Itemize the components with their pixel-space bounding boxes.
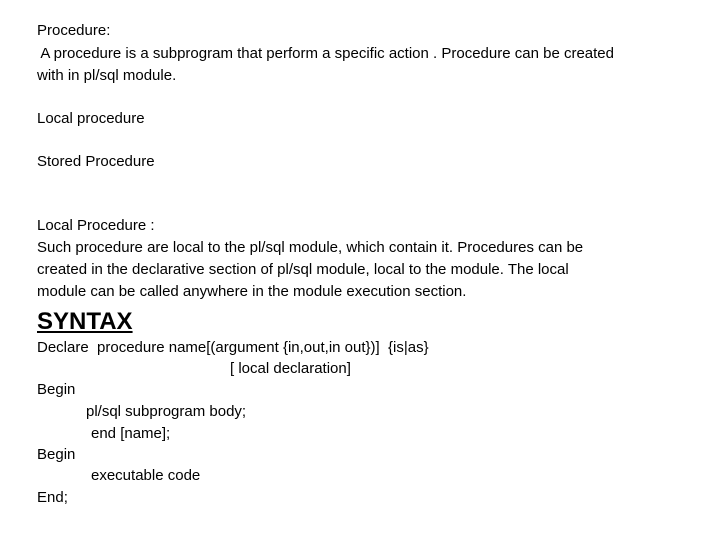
intro-line-1: A procedure is a subprogram that perform a specific action . Procedure can be created [37,45,614,62]
syntax-subprogram-body: pl/sql subprogram body; [86,403,247,420]
intro-line-2: with in pl/sql module. [37,67,177,84]
syntax-declare-line: Declare procedure name[(argument {in,out,in out})] {is|as} [37,339,429,356]
syntax-begin-1: Begin [37,381,76,398]
page-title: Procedure: [37,22,111,39]
local-description-line-3: module can be called anywhere in the module execution section. [37,283,467,300]
syntax-executable-code: executable code [91,467,201,484]
syntax-local-declaration: [ local declaration] [230,360,351,377]
type-local-procedure: Local procedure [37,110,145,127]
syntax-end-name: end [name]; [91,425,171,442]
local-description-line-1: Such procedure are local to the pl/sql module, which contain it. Procedures can be [37,239,584,256]
local-description-line-2: created in the declarative section of pl/sql module, local to the module. The local [37,261,569,278]
syntax-end: End; [37,489,68,506]
syntax-heading: SYNTAX [37,308,133,335]
syntax-begin-2: Begin [37,446,76,463]
type-stored-procedure: Stored Procedure [37,153,155,170]
local-procedure-heading: Local Procedure : [37,217,155,234]
